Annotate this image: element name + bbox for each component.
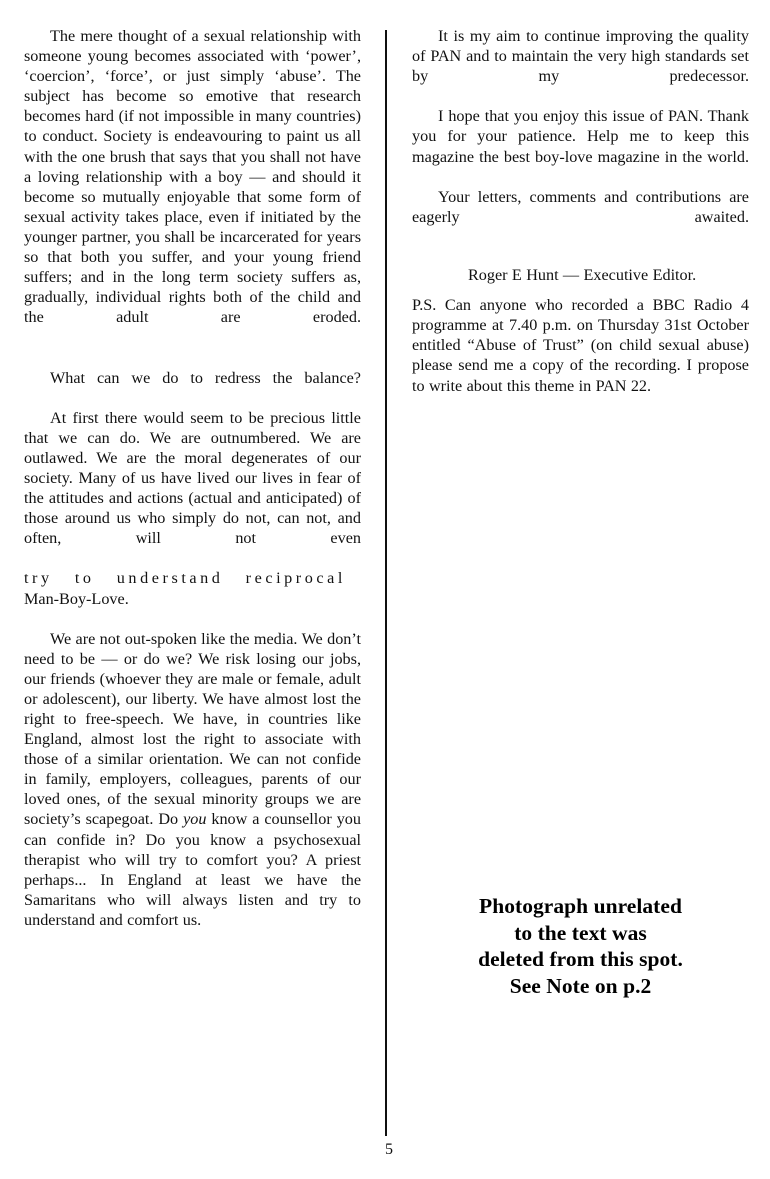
left-text-column (24, 26, 361, 930)
notice-line-2: to the text was (514, 920, 647, 945)
right-text-column (412, 26, 749, 396)
postscript-paragraph: P.S. Can anyone who recorded a BBC Radio 4 programme at 7.40 p.m. on Thursday 31st October entitled “Abuse of Trust” (on child sexual abuse) please send me a copy of the recording. I propose to write about this theme in PAN 22. (412, 296, 749, 395)
page-number (0, 1141, 770, 1159)
notice-line-1: Photograph unrelated (479, 894, 682, 918)
notice-line-3: deleted from this spot. (478, 947, 683, 971)
deleted-photo-notice (412, 893, 749, 999)
paragraph-text-run: We are not out-spoken like the media. We don’t need to be — or do we? We risk losing our jobs, our friends (whoever they are male or female, adult or adolescent), our liberty. We have almost lost the right to free-speech. We have, in countries like England, almost lost the right to associate with those of a similar orientation. We can not confide in family, employers, colleagues, parents of our loved ones, of the sexual minority groups we are society’s scapegoat. Do (24, 629, 361, 829)
editor-signature: Roger E Hunt — Executive Editor. (468, 266, 697, 285)
paragraph-gap (24, 609, 361, 629)
emphasis-text: you (183, 810, 207, 829)
paragraph-gap (24, 348, 361, 368)
paragraph-text-run: know a counsellor you can confide in? Do you know a psychosexual therapist who will try to comfort you? A priest perhaps... In England at least we have the Samaritans who will always listen and try to understand and comfort us. (24, 810, 361, 929)
paragraph: The mere thought of a sexual relationship with someone young becomes associated with ‘power’, ‘coercion’, ‘force’, or just simply ‘abuse’. The subject has become so emotive that research becomes hard (if not impossible in many countries) to conduct. Society is endeavouring to paint us all with the one brush that says that you shall not have a loving relationship with a boy — and should it become so mutually enjoyable that some form of sexual activity takes place, even if initiated by the younger partner, you shall be incarcerated for years so that both you suffer, and your young friend suffers; and in the long term society suffers as, gradually, individual rights both of the child and the adult are eroded. (24, 27, 361, 327)
page-number-value: 5 (385, 1141, 393, 1158)
postscript-gap (412, 285, 749, 295)
paragraph: What can we do to redress the balance? (50, 368, 361, 387)
paragraph-tracked-line: try to understand reciprocal (24, 569, 346, 588)
paragraph: Man-Boy-Love. (24, 589, 129, 608)
paragraph: It is my aim to continue improving the quality of PAN and to maintain the very high standards set by my predecessor. (412, 27, 749, 86)
paragraph (24, 629, 361, 930)
paragraph: I hope that you enjoy this issue of PAN. Thank you for your patience. Help me to keep this magazine the best boy-love magazine in the world. (412, 107, 749, 166)
signature-gap (412, 247, 749, 265)
notice-line-4: See Note on p.2 (509, 973, 652, 998)
column-divider-rule (385, 30, 387, 1136)
paragraph: At first there would seem to be precious little that we can do. We are outnumbered. We are outlawed. We are the moral degenerates of our society. Many of us have lived our lives in fear of the attitudes and actions (actual and anticipated) of those around us who simply do not, can not, and often, will not even (24, 408, 361, 548)
paragraph: Your letters, comments and contributions are eagerly awaited. (412, 187, 749, 226)
